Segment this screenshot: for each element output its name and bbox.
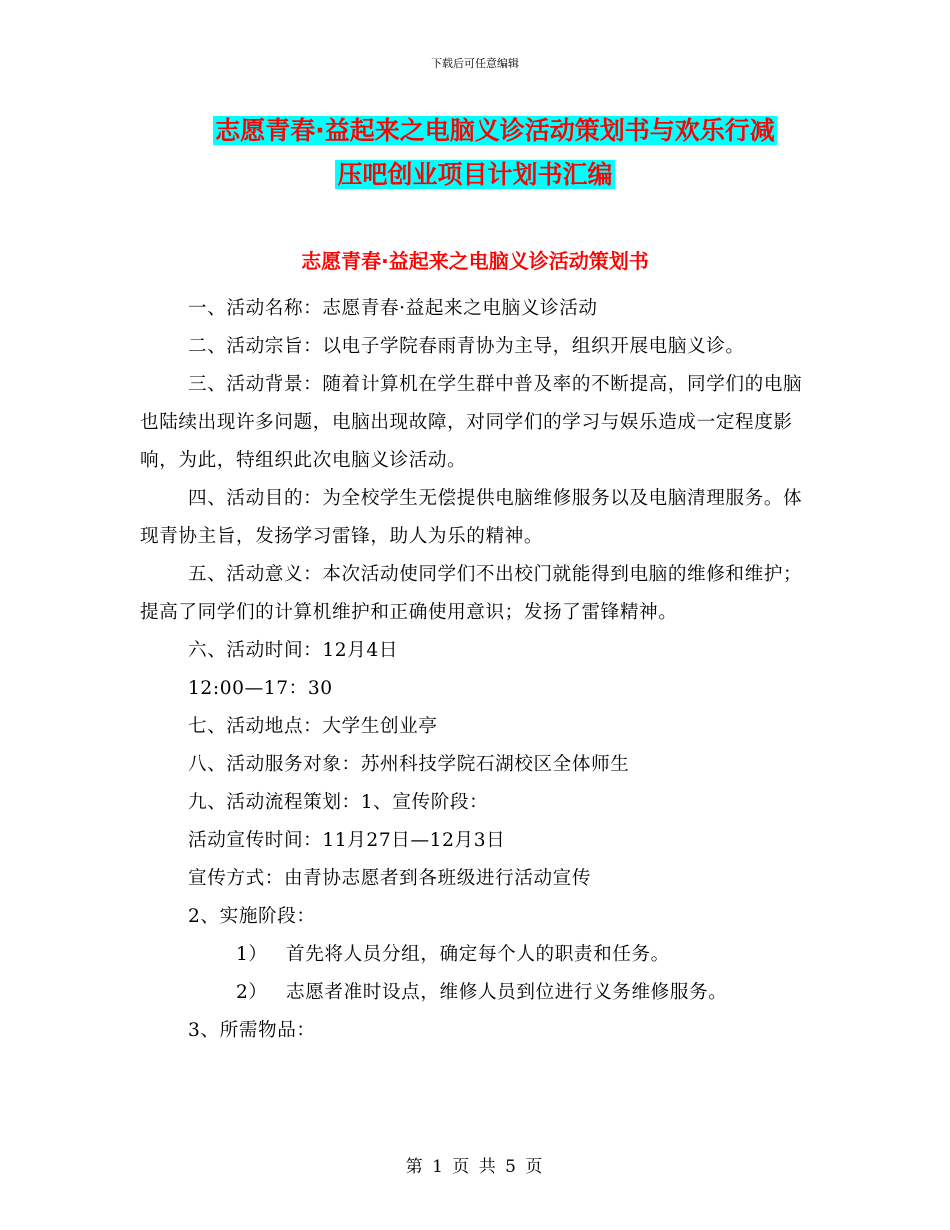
paragraph-time: 六、活动时间：12月4日 bbox=[188, 640, 399, 661]
paragraph-goal: 四、活动目的：为全校学生无偿提供电脑维修服务以及电脑清理服务。体现青协主旨，发扬学习雷锋，助人为乐的精神。 bbox=[140, 488, 803, 547]
paragraph-time-range: 12:00—17：30 bbox=[188, 678, 333, 699]
main-title-line-1: 志愿青春·益起来之电脑义诊活动策划书与欢乐行减 bbox=[215, 116, 775, 145]
header-note: 下载后可任意编辑 bbox=[431, 57, 519, 70]
paragraph-promo-method: 宣传方式：由青协志愿者到各班级进行活动宣传 bbox=[188, 868, 592, 889]
list-item: 1） 首先将人员分组，确定每个人的职责和任务。 bbox=[236, 944, 670, 965]
paragraph-implementation: 2、实施阶段： bbox=[188, 906, 316, 927]
paragraph-audience: 八、活动服务对象：苏州科技学院石湖校区全体师生 bbox=[188, 754, 630, 775]
page-footer: 第 1 页 共 5 页 bbox=[405, 1157, 545, 1177]
paragraph-location: 七、活动地点：大学生创业亭 bbox=[188, 716, 438, 737]
main-title-line-2: 压吧创业项目计划书汇编 bbox=[337, 160, 613, 189]
section-title: 志愿青春·益起来之电脑义诊活动策划书 bbox=[301, 249, 649, 273]
list-item: 2） 志愿者准时设点，维修人员到位进行义务维修服务。 bbox=[236, 982, 728, 1003]
document-body bbox=[140, 290, 820, 1050]
paragraph-purpose: 二、活动宗旨：以电子学院春雨青协为主导，组织开展电脑义诊。 bbox=[188, 336, 745, 357]
paragraph-process: 九、活动流程策划：1、宣传阶段： bbox=[188, 792, 489, 813]
paragraph-promo-time: 活动宣传时间：11月27日—12月3日 bbox=[188, 830, 506, 851]
paragraph-materials: 3、所需物品： bbox=[188, 1020, 316, 1041]
paragraph-activity-name: 一、活动名称：志愿青春·益起来之电脑义诊活动 bbox=[188, 298, 598, 319]
paragraph-background: 三、活动背景：随着计算机在学生群中普及率的不断提高，同学们的电脑也陆续出现许多问题，电脑出现故障，对同学们的学习与娱乐造成一定程度影响，为此，特组织此次电脑义诊活动。 bbox=[140, 374, 803, 471]
paragraph-significance: 五、活动意义：本次活动使同学们不出校门就能得到电脑的维修和维护；提高了同学们的计算机维护和正确使用意识；发扬了雷锋精神。 bbox=[140, 564, 803, 623]
